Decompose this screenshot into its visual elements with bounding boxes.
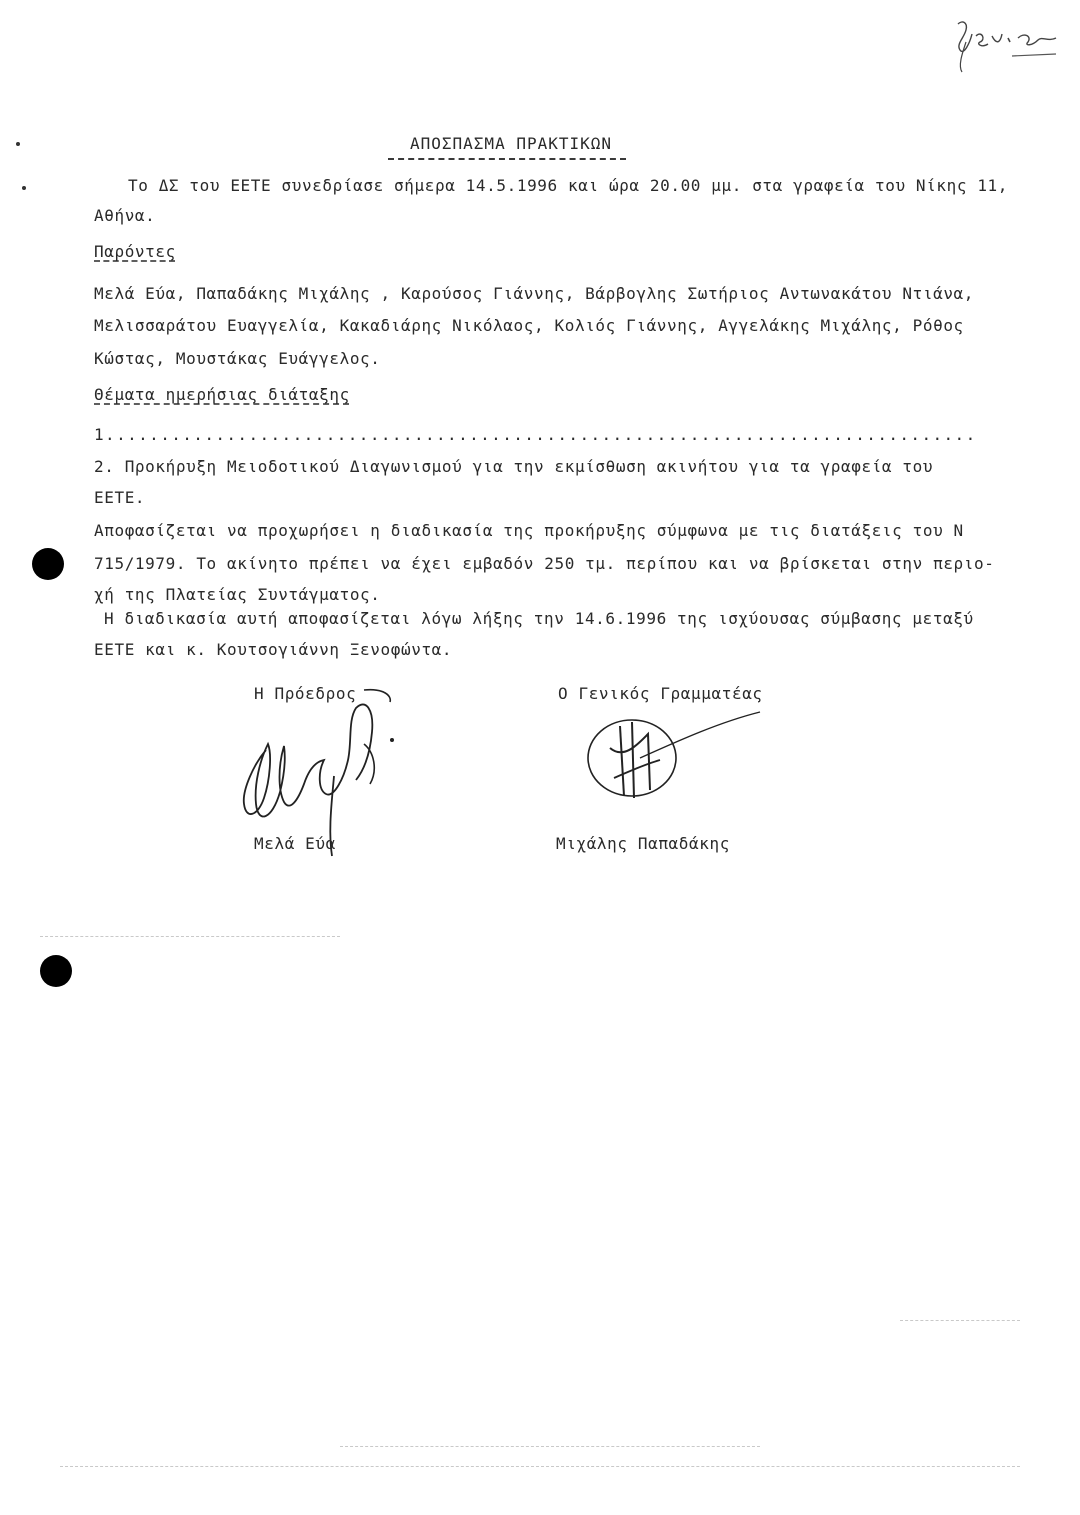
decision-line: ΕΕΤΕ και κ. Κουτσογιάννη Ξενοφώντα. bbox=[94, 640, 453, 659]
agenda-item-2-cont: ΕΕΤΕ. bbox=[94, 488, 146, 507]
right-signatory-name: Μιχάλης Παπαδάκης bbox=[556, 834, 730, 853]
left-signatory-name: Μελά Εύα bbox=[254, 834, 336, 853]
decision-line: χή της Πλατείας Συντάγματος. bbox=[94, 585, 381, 604]
present-line: Κώστας, Μουστάκας Ευάγγελος. bbox=[94, 349, 381, 368]
decision-line: 715/1979. Το ακίνητο πρέπει να έχει εμβαδόν 250 τμ. περίπου και να βρίσκεται στην περιο- bbox=[94, 554, 995, 573]
margin-speck bbox=[16, 142, 20, 146]
left-signature bbox=[214, 680, 414, 860]
intro-line bbox=[128, 176, 1066, 196]
title-underline bbox=[388, 158, 626, 160]
decision-line: Αποφασίζεται να προχωρήσει η διαδικασία της προκήρυξης σύμφωνα με τις διατάξεις του Ν bbox=[94, 521, 964, 540]
right-signatory-role: Ο Γενικός Γραμματέας bbox=[558, 684, 763, 703]
scan-artifact-line bbox=[900, 1320, 1020, 1321]
decision-line: Η διαδικασία αυτή αποφασίζεται λόγω λήξης την 14.6.1996 της ισχύουσας σύμβασης μεταξύ bbox=[104, 609, 974, 628]
intro-line-2: Αθήνα. bbox=[94, 206, 156, 225]
present-line: Μελισσαράτου Ευαγγελία, Κακαδιάρης Νικόλαος, Κολιός Γιάννης, Αγγελάκης Μιχάλης, Ρόθος bbox=[94, 316, 964, 335]
handwritten-note-mark bbox=[952, 14, 1062, 74]
agenda-item-2: 2. Προκήρυξη Μειοδοτικού Διαγωνισμού για την εκμίσθωση ακινήτου για τα γραφεία του bbox=[94, 457, 934, 476]
scan-artifact-line bbox=[40, 936, 340, 937]
scan-artifact-line bbox=[60, 1466, 1020, 1467]
present-heading: Παρόντες bbox=[94, 242, 176, 261]
intro-text: Το ΔΣ του ΕΕΤΕ συνεδρίασε σήμερα 14.5.1996 και ώρα 20.00 μμ. στα γραφεία του Νίκης 11, bbox=[128, 176, 1009, 195]
hole-punch bbox=[40, 955, 72, 987]
right-signature bbox=[580, 700, 770, 810]
agenda-item-1: 1............................................................................... bbox=[94, 425, 977, 444]
hole-punch bbox=[32, 548, 64, 580]
scan-artifact-line bbox=[340, 1446, 760, 1447]
margin-speck bbox=[22, 186, 26, 190]
document-title: ΑΠΟΣΠΑΣΜΑ ΠΡΑΚΤΙΚΩΝ bbox=[410, 134, 613, 153]
present-line: Μελά Εύα, Παπαδάκης Μιχάλης , Καρούσος Γιάννης, Βάρβογλης Σωτήριος Αντωνακάτου Ντιάνα, bbox=[94, 284, 975, 303]
agenda-heading: Θέματα ημερήσιας διάταξης bbox=[94, 385, 350, 404]
left-signatory-role: Η Πρόεδρος bbox=[254, 684, 357, 703]
